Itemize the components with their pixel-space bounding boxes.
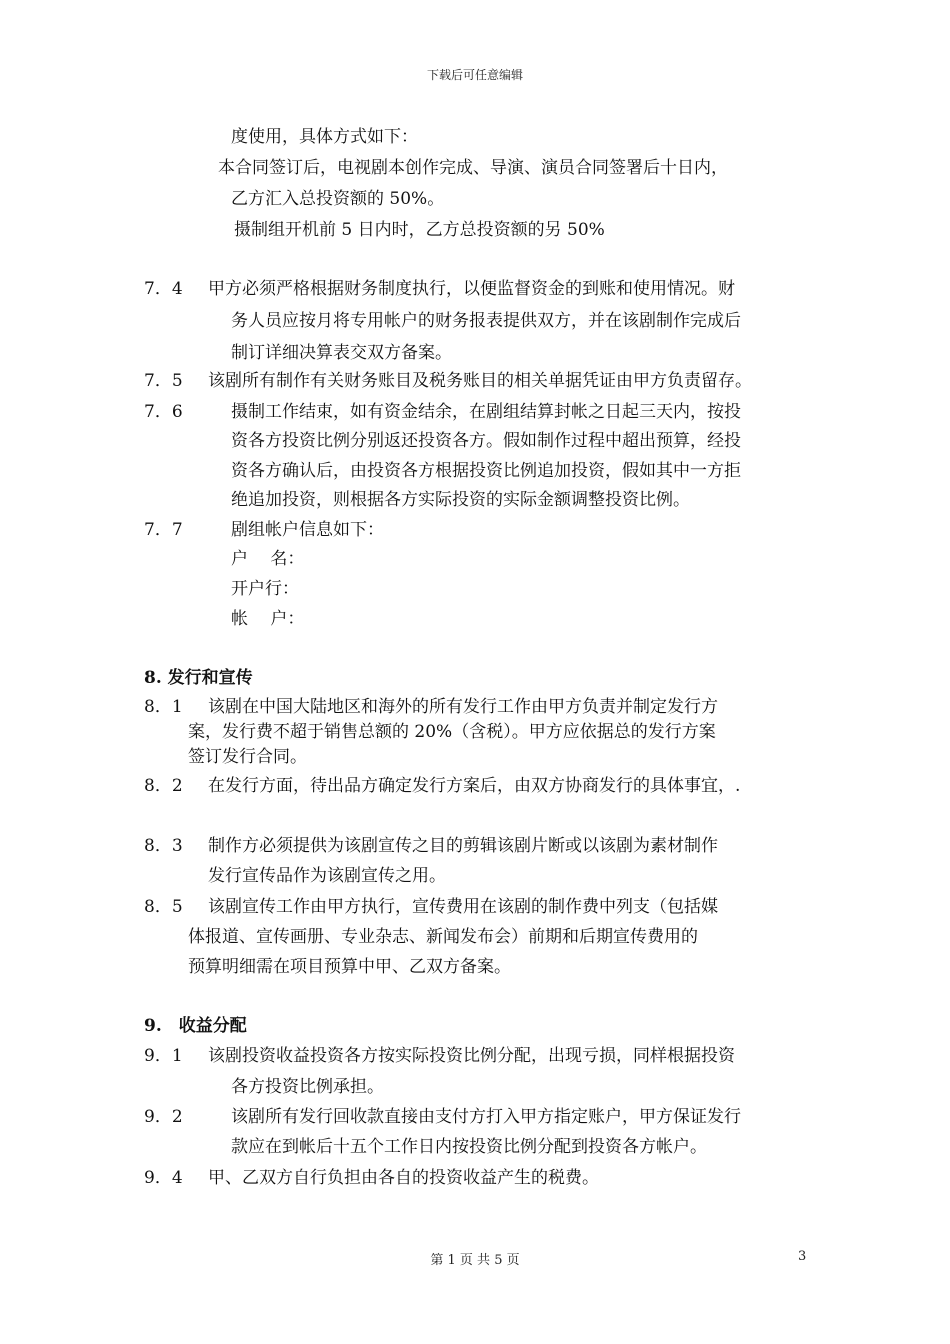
clause-number: 8．3 <box>144 836 183 856</box>
clause-number: 8．1 <box>144 697 183 717</box>
clause-text: 该剧投资收益投资各方按实际投资比例分配，出现亏损，同样根据投资 <box>208 1046 735 1066</box>
clause-text: 在发行方面，待出品方确定发行方案后，由双方协商发行的具体事宜，. <box>208 776 741 796</box>
clause-text: 资各方投资比例分别返还投资各方。假如制作过程中超出预算，经投 <box>231 431 741 451</box>
clause-number: 8．5 <box>144 897 183 917</box>
intro-line: 度使用，具体方式如下： <box>231 127 418 147</box>
clause-text: 该剧所有发行回收款直接由支付方打入甲方指定账户，甲方保证发行 <box>231 1107 741 1127</box>
clause-text: 签订发行合同。 <box>188 747 307 767</box>
page-footer: 第 1 页 共 5 页 <box>430 1253 520 1268</box>
clause-number: 9．2 <box>144 1107 183 1127</box>
section-heading: 9. 收益分配 <box>144 1016 247 1036</box>
account-bank-label: 开户行： <box>231 579 299 599</box>
section-heading: 8. 发行和宣传 <box>144 668 253 688</box>
clause-text: 务人员应按月将专用帐户的财务报表提供双方，并在该剧制作完成后 <box>231 311 741 331</box>
page-number: 3 <box>798 1249 807 1264</box>
clause-text: 甲、乙双方自行负担由各自的投资收益产生的税费。 <box>208 1168 599 1188</box>
clause-text: 资各方确认后，由投资各方根据投资比例追加投资，假如其中一方拒 <box>231 461 741 481</box>
clause-text: 发行宣传品作为该剧宣传之用。 <box>208 866 446 886</box>
clause-text: 制订详细决算表交双方备案。 <box>231 343 452 363</box>
intro-line: 乙方汇入总投资额的 50%。 <box>231 189 445 209</box>
account-number-label: 帐 户： <box>231 609 305 629</box>
clause-text: 体报道、宣传画册、专业杂志、新闻发布会）前期和后期宣传费用的 <box>188 927 698 947</box>
clause-text: 案，发行费不超于销售总额的 20%（含税）。甲方应依据总的发行方案 <box>188 722 716 742</box>
clause-number: 9．4 <box>144 1168 183 1188</box>
clause-text: 该剧所有制作有关财务账目及税务账目的相关单据凭证由甲方负责留存。 <box>208 371 752 391</box>
clause-number: 8．2 <box>144 776 183 796</box>
clause-text: 制作方必须提供为该剧宣传之目的剪辑该剧片断或以该剧为素材制作 <box>208 836 718 856</box>
clause-number: 7．6 <box>144 402 183 422</box>
clause-number: 9．1 <box>144 1046 183 1066</box>
clause-text: 款应在到帐后十五个工作日内按投资比例分配到投资各方帐户。 <box>231 1137 707 1157</box>
clause-number: 7．5 <box>144 371 183 391</box>
clause-text: 该剧宣传工作由甲方执行，宣传费用在该剧的制作费中列支（包括媒 <box>208 897 718 917</box>
account-name-label: 户 名： <box>231 549 305 569</box>
clause-text: 摄制工作结束，如有资金结余，在剧组结算封帐之日起三天内，按投 <box>231 402 741 422</box>
page-header: 下载后可任意编辑 <box>426 68 523 82</box>
clause-text: 剧组帐户信息如下： <box>231 520 384 540</box>
clause-text: 绝追加投资，则根据各方实际投资的实际金额调整投资比例。 <box>231 490 690 510</box>
intro-line: 摄制组开机前 5 日内时，乙方总投资额的另 50% <box>234 220 605 240</box>
clause-text: 甲方必须严格根据财务制度执行，以便监督资金的到账和使用情况。财 <box>208 279 735 299</box>
clause-text: 各方投资比例承担。 <box>231 1077 384 1097</box>
clause-text: 该剧在中国大陆地区和海外的所有发行工作由甲方负责并制定发行方 <box>208 697 718 717</box>
clause-text: 预算明细需在项目预算中甲、乙双方备案。 <box>188 957 511 977</box>
intro-line: 本合同签订后，电视剧本创作完成、导演、演员合同签署后十日内， <box>218 158 728 178</box>
clause-number: 7．7 <box>144 520 183 540</box>
clause-number: 7．4 <box>144 279 183 299</box>
